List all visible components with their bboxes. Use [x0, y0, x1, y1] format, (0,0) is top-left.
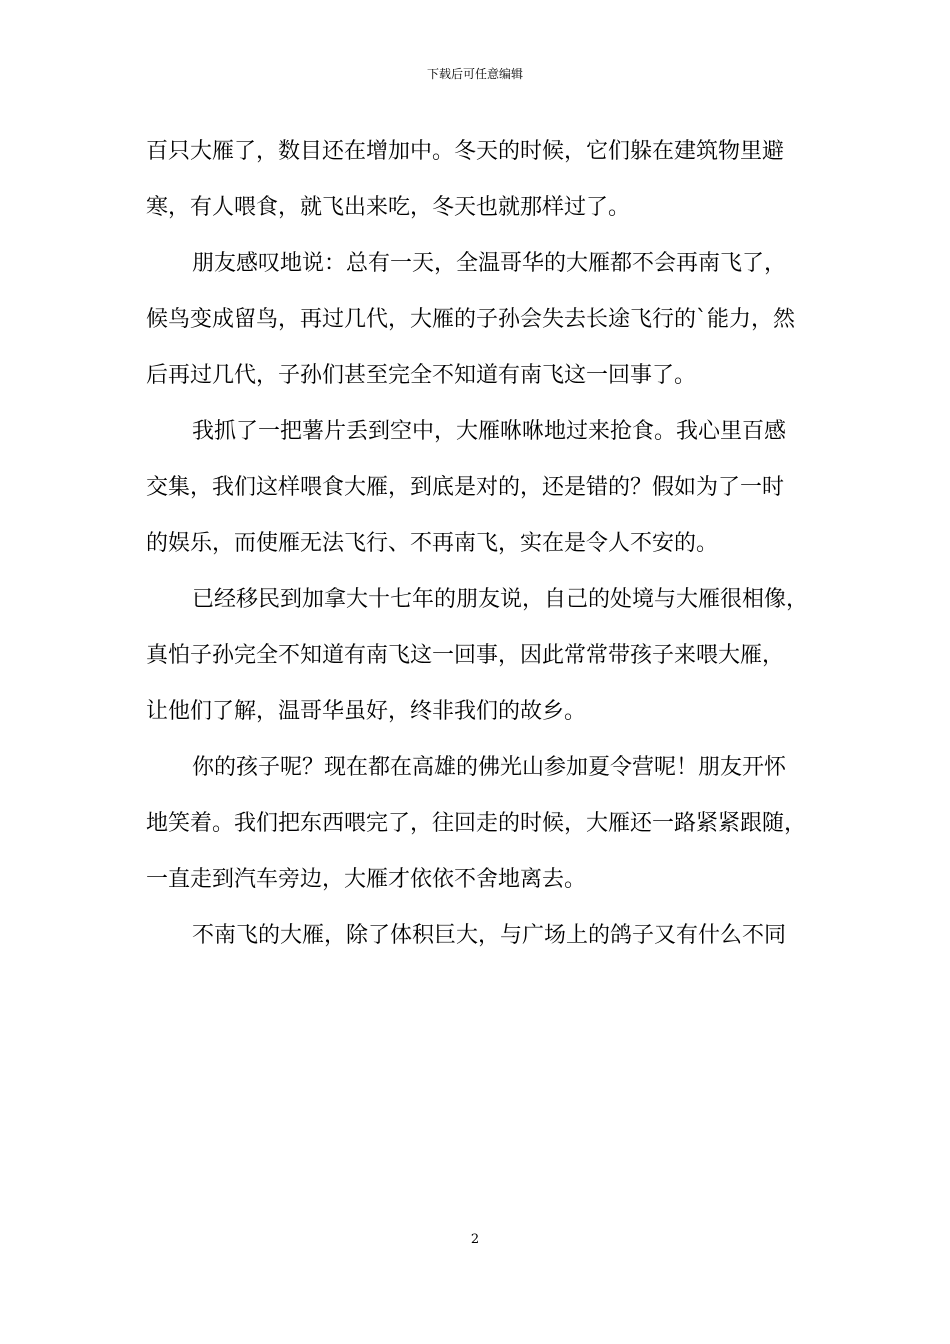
text-line: 后再过几代，子孙们甚至完全不知道有南飞这一回事了。 — [146, 363, 697, 388]
text-line: 一直走到汽车旁边，大雁才依依不舍地离去。 — [146, 867, 587, 892]
text-line: 朋友感叹地说：总有一天，全温哥华的大雁都不会再南飞了， — [192, 251, 787, 276]
document-body — [146, 128, 826, 968]
text-line: 真怕子孙完全不知道有南飞这一回事，因此常常带孩子来喂大雁， — [146, 643, 785, 668]
text-line: 不南飞的大雁，除了体积巨大，与广场上的鸽子又有什么不同 — [192, 923, 787, 948]
page-number: 2 — [470, 1232, 480, 1247]
text-line: 已经移民到加拿大十七年的朋友说，自己的处境与大雁很相像， — [192, 587, 809, 612]
text-line: 候鸟变成留鸟，再过几代，大雁的子孙会失去长途飞行的`能力，然 — [146, 307, 796, 332]
text-line: 百只大雁了，数目还在增加中。冬天的时候，它们躲在建筑物里避 — [146, 139, 785, 164]
text-line: 你的孩子呢？现在都在高雄的佛光山参加夏令营呢！朋友开怀 — [192, 755, 787, 780]
text-line: 交集，我们这样喂食大雁，到底是对的，还是错的？假如为了一时 — [146, 475, 785, 500]
text-line: 地笑着。我们把东西喂完了，往回走的时候，大雁还一路紧紧跟随， — [146, 811, 807, 836]
text-line: 我抓了一把薯片丢到空中，大雁咻咻地过来抢食。我心里百感 — [192, 419, 787, 444]
text-line: 的娱乐，而使雁无法飞行、不再南飞，实在是令人不安的。 — [146, 531, 719, 556]
text-line: 寒，有人喂食，就飞出来吃，冬天也就那样过了。 — [146, 195, 631, 220]
text-line: 让他们了解，温哥华虽好，终非我们的故乡。 — [146, 699, 587, 724]
page-header: 下载后可任意编辑 — [426, 67, 523, 81]
